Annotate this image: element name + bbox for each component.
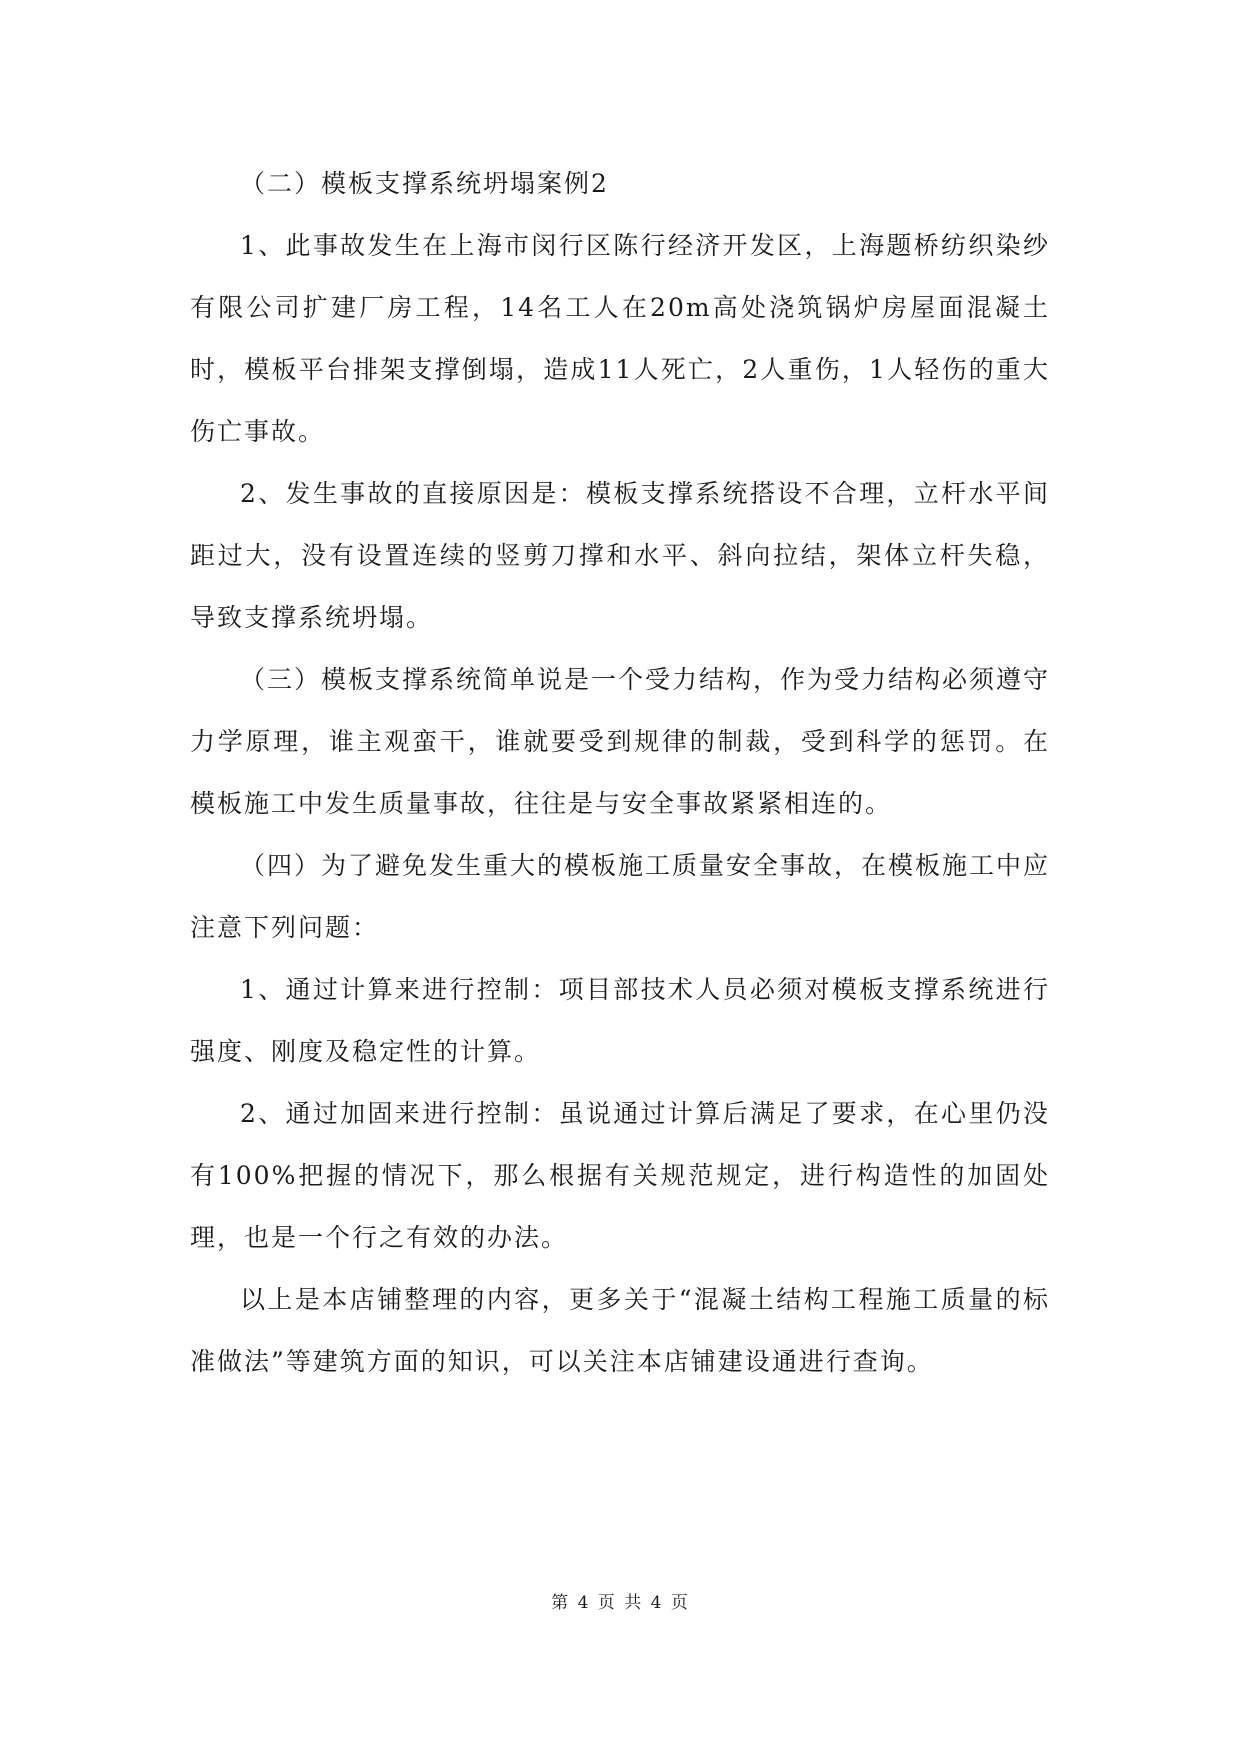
paragraph-section-four: （四）为了避免发生重大的模板施工质量安全事故，在模板施工中应注意下列问题： xyxy=(190,851,1051,942)
paragraph-section-three: （三）模板支撑系统简单说是一个受力结构，作为受力结构必须遵守力学原理，谁主观蛮干，谁就要受到规律的制裁，受到科学的惩罚。在模板施工中发生质量事故，往往是与安全事故紧紧相连的。 xyxy=(190,665,1051,818)
paragraph-case-description: 1、此事故发生在上海市闵行区陈行经济开发区，上海题桥纺织染纱有限公司扩建厂房工程，14名工人在20m高处浇筑锅炉房屋面混凝土时，模板平台排架支撑倒塌，造成11人死亡，2人重伤，1人轻伤的重大伤亡事故。 xyxy=(190,231,1050,446)
section-heading: （二）模板支撑系统坍塌案例2 xyxy=(240,169,609,198)
paragraph-calculation-control: 1、通过计算来进行控制：项目部技术人员必须对模板支撑系统进行强度、刚度及稳定性的计算。 xyxy=(190,975,1050,1066)
paragraph-closing-note: 以上是本店铺整理的内容，更多关于“混凝土结构工程施工质量的标准做法”等建筑方面的知识，可以关注本店铺建设通进行查询。 xyxy=(190,1285,1050,1376)
paragraph-reinforcement-control: 2、通过加固来进行控制：虽说通过计算后满足了要求，在心里仍没有100%把握的情况下，那么根据有关规范规定，进行构造性的加固处理，也是一个行之有效的办法。 xyxy=(190,1099,1050,1252)
paragraph-direct-cause: 2、发生事故的直接原因是：模板支撑系统搭设不合理，立杆水平间距过大，没有设置连续的竖剪刀撑和水平、斜向拉结，架体立杆失稳，导致支撑系统坍塌。 xyxy=(190,479,1050,632)
page-number-footer: 第 4 页 共 4 页 xyxy=(551,1593,690,1613)
document-body xyxy=(190,153,1050,1393)
